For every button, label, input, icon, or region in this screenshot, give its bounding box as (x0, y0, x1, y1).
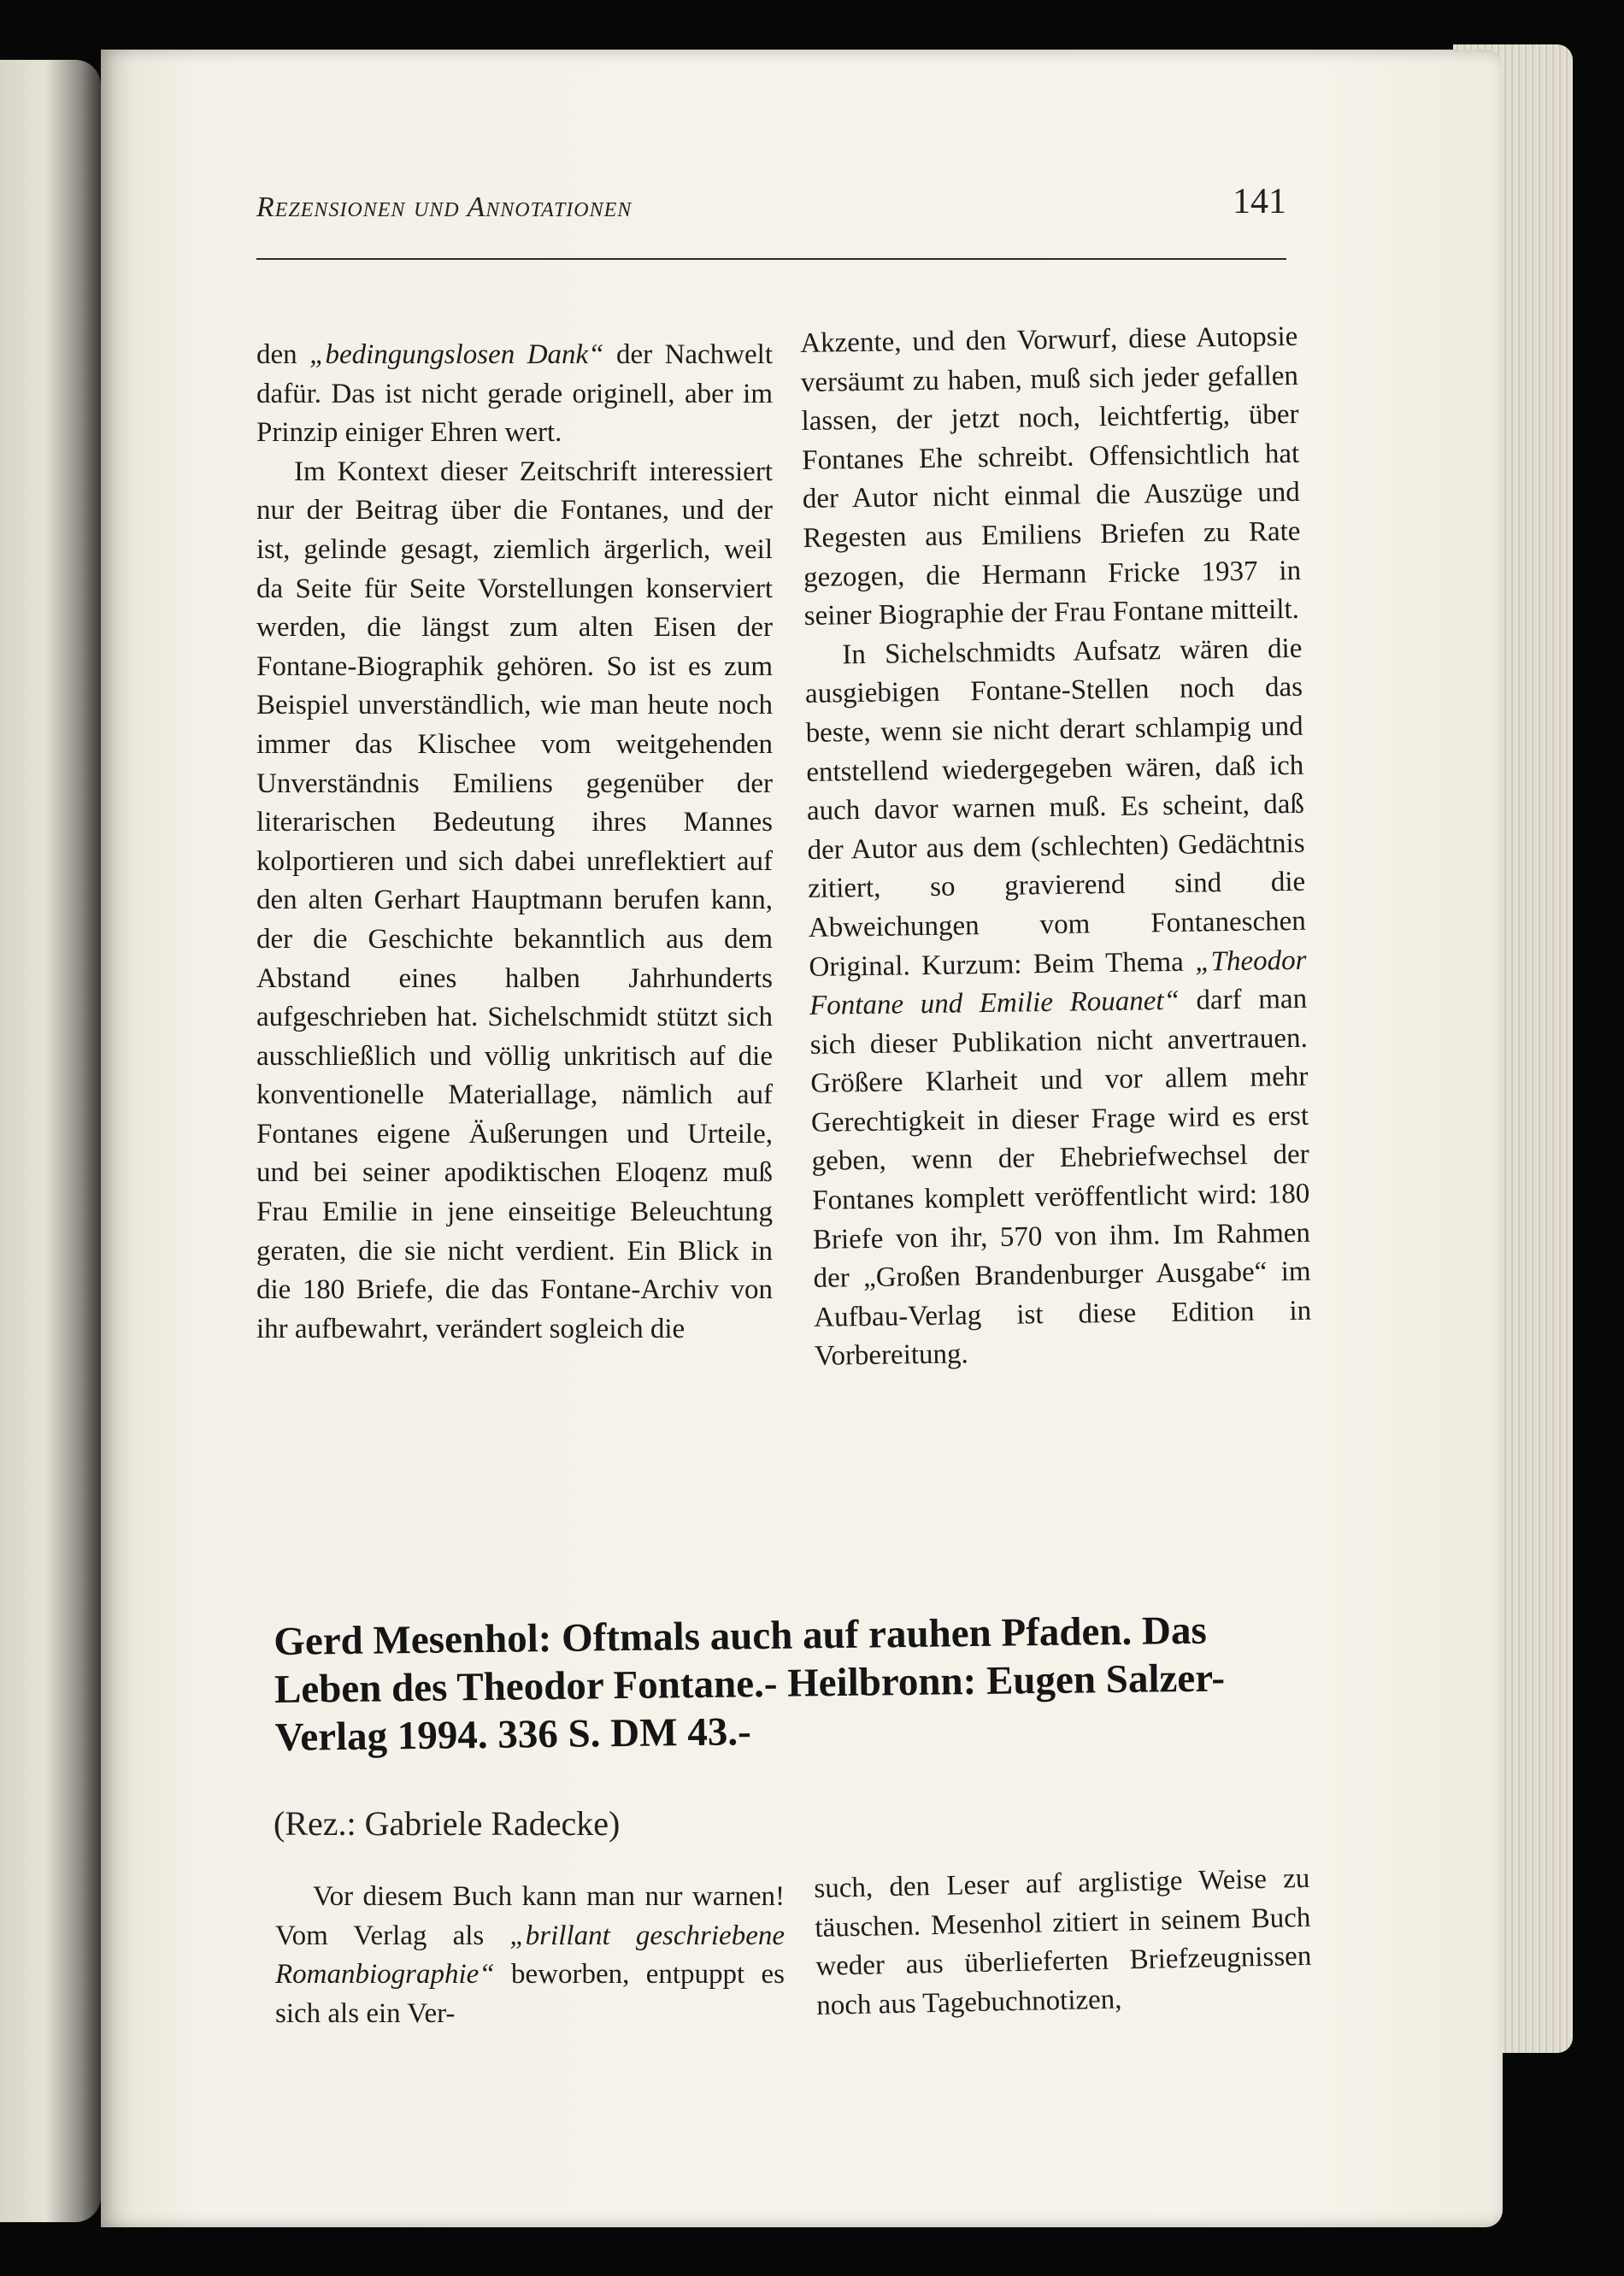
bottom-left-column (275, 1878, 785, 2033)
italic-quote: „Theodor Fontane und Emilie Rouanet“ (809, 944, 1307, 1022)
italic-quote: „bedingungslosen Dank“ (309, 339, 604, 370)
running-head (256, 181, 1286, 260)
top-right-column (800, 318, 1312, 1377)
review-heading: Gerd Mesenhol: Oftmals auch auf rauhen Pfaden. Das Leben des Theodor Fontane.- Heilbronn: Eugen Salzer-Verlag 1994. 336 S. DM 43.- (274, 1608, 1226, 1760)
top-left-column (256, 336, 773, 1349)
page-number: 141 (1233, 182, 1286, 221)
paragraph: Akzente, und den Vorwurf, diese Autopsie versäumt zu haben, muß sich jeder gefallen lassen, der jetzt noch, leichtfertig, über Fontanes Ehe schreibt. Offensichtlich hat der Autor nicht einmal die Auszüge und Regesten aus Emiliens Briefen zu Rate gezogen, die Hermann Fricke 1937 in seiner Biographie der Frau Fontane mitteilt. (800, 321, 1302, 632)
paragraph: den „bedingungslosen Dank“ der Nachwelt dafür. Das ist nicht gerade originell, aber im Prinzip einiger Ehren wert. (256, 339, 774, 449)
running-head-title: Rezensionen und Annotationen (256, 191, 633, 223)
italic-quote: „brillant geschriebene Romanbiographie“ (275, 1920, 785, 1991)
paragraph: In Sichelschmidts Aufsatz wären die ausgiebigen Fontane-Stellen noch das beste, wenn sie nicht derart schlampig und entstellend wiedergegeben wären, daß ich auch davor warnen muß. Es scheint, daß der Autor aus dem (schlechten) Gedächtnis zitiert, so gravierend sind die Abweichungen vom Fontaneschen Original. Kurzum: Beim Thema „Theodor Fontane und Emilie Rouanet“ darf man sich dieser Publikation nicht anvertrauen. Größere Klarheit und vor allem mehr Gerechtigkeit in dieser Frage wird es erst geben, wenn der Ehebriefwechsel der Fontanes komplett veröffentlicht wird: 180 Briefe von ihr, 570 von ihm. Im Rahmen der „Großen Brandenburger Ausgabe“ im Aufbau-Verlag ist diese Edition in Vorbereitung. (804, 632, 1312, 1373)
paragraph: such, den Leser auf arglistige Weise zu täuschen. Mesenhol zitiert in seinem Buch weder aus überlieferten Briefzeugnissen noch aus Tagebuchnotizen, (814, 1862, 1312, 2021)
reviewer-credit: (Rez.: Gabriele Radecke) (274, 1804, 621, 1843)
left-page-edge (0, 60, 101, 2222)
paragraph: Vor diesem Buch kann man nur warnen! Vom Verlag als „brillant geschriebene Romanbiographie“ beworben, entpuppt es sich als ein Ver- (275, 1881, 785, 2029)
bottom-right-column (814, 1860, 1313, 2026)
paragraph: Im Kontext dieser Zeitschrift interessiert nur der Beitrag über die Fontanes, und der ist, gelinde gesagt, ziemlich ärgerlich, weil da Seite für Seite Vorstellungen konserviert werden, die längst zum alten Eisen der Fontane-Biographik gehören. So ist es zum Beispiel unverständlich, wie man heute noch immer das Klischee vom weitgehenden Unverständnis Emiliens gegenüber der literarischen Bedeutung ihres Mannes kolportieren und sich dabei unreflektiert auf den alten Gerhart Hauptmann berufen kann, der die Geschichte bekanntlich aus dem Abstand eines halben Jahrhunderts aufgeschrieben hat. Sichelschmidt stützt sich ausschließlich und völlig unkritisch auf die konventionelle Materiallage, nämlich auf Fontanes eigene Äußerungen und Urteile, und bei seiner apodiktischen Eloqenz muß Frau Emilie in jene einseitige Beleuchtung geraten, die sie nicht verdient. Ein Blick in die 180 Briefe, die das Fontane-Archiv von ihr aufbewahrt, verändert sogleich die (256, 456, 773, 1344)
